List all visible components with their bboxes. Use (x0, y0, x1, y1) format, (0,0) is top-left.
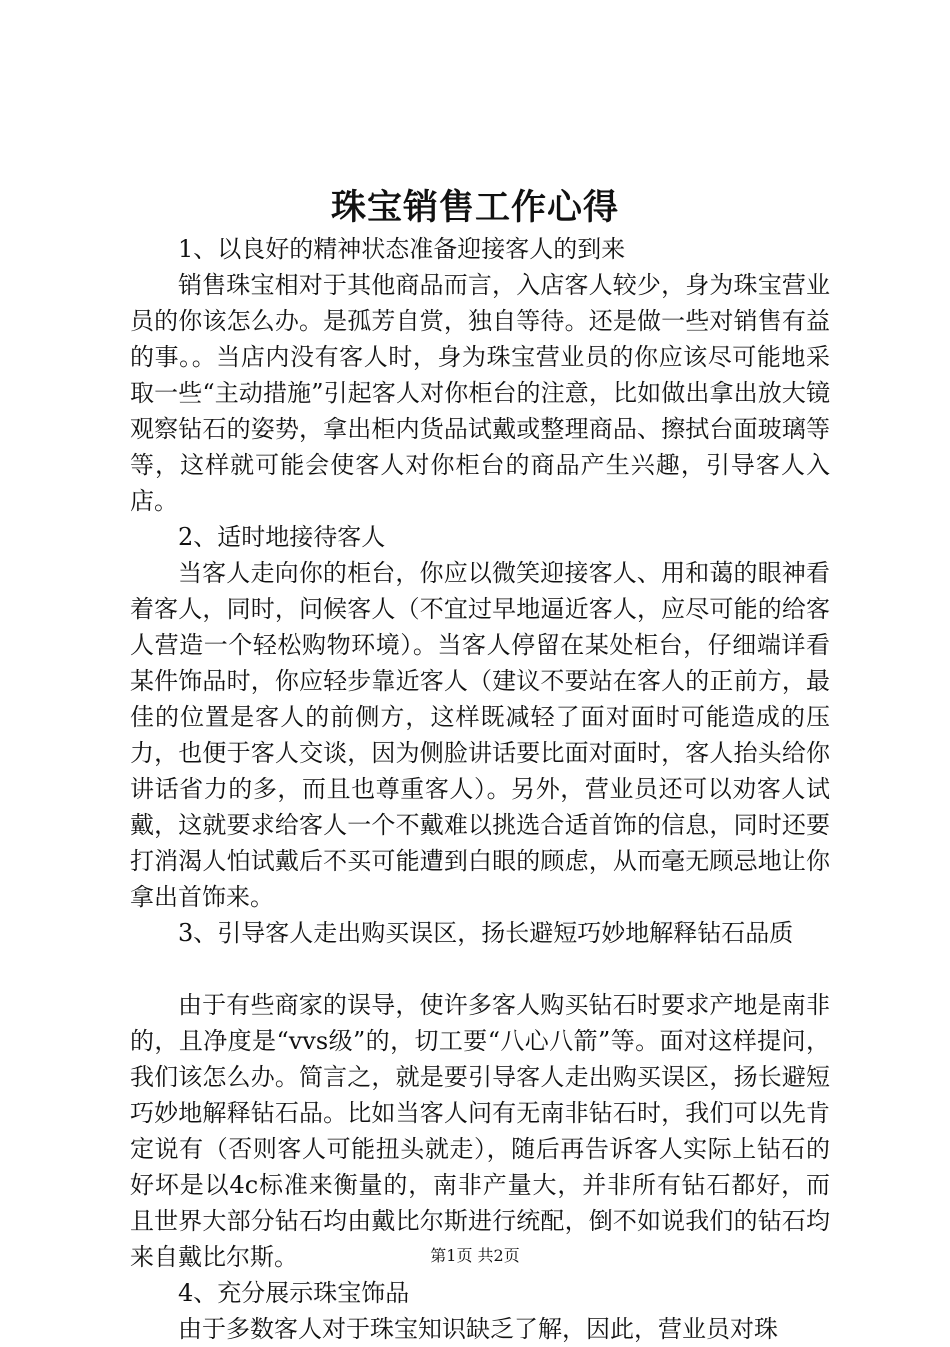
page-number-footer: 第1页 共2页 (430, 1246, 520, 1265)
body-paragraph: 由于有些商家的误导，使许多客人购买钻石时要求产地是南非的，且净度是“vvs级”的，切工要“八心八箭”等。面对这样提问，我们该怎么办。简言之，就是要引导客人走出购买误区，扬长避短巧妙地解释钻石品。比如当客人问有无南非钻石时，我们可以先肯定说有（否则客人可能扭头就走），随后再告诉客人实际上钻石的好坏是以4c标准来衡量的，南非产量大，并非所有钻石都好，而且世界大部分钻石均由戴比尔斯进行统配，倒不如说我们的钻石均来自戴比尔斯。 (130, 991, 830, 1271)
section-heading-4: 4、充分展示珠宝饰品 (178, 1279, 410, 1307)
body-paragraph: 当客人走向你的柜台，你应以微笑迎接客人、用和蔼的眼神看着客人，同时，问候客人（不宜过早地逼近客人，应尽可能的给客人营造一个轻松购物环境）。当客人停留在某处柜台，仔细端详看某件饰品时，你应轻步靠近客人（建议不要站在客人的正前方，最佳的位置是客人的前侧方，这样既减轻了面对面时可能造成的压力，也便于客人交谈，因为侧脸讲话要比面对面时，客人抬头给你讲话省力的多，而且也尊重客人）。另外，营业员还可以劝客人试戴，这就要求给客人一个不戴难以挑选合适首饰的信息，同时还要打消渴人怕试戴后不买可能遭到白眼的顾虑，从而毫无顾忌地让你拿出首饰来。 (130, 559, 830, 911)
section-heading-3: 3、引导客人走出购买误区，扬长避短巧妙地解释钻石品质 (178, 919, 794, 947)
body-paragraph: 销售珠宝相对于其他商品而言，入店客人较少，身为珠宝营业员的你该怎么办。是孤芳自赏，独自等待。还是做一些对销售有益的事。。当店内没有客人时，身为珠宝营业员的你应该尽可能地采取一些“主动措施”引起客人对你柜台的注意，比如做出拿出放大镜观察钻石的姿势，拿出柜内货品试戴或整理商品、擦拭台面玻璃等等，这样就可能会使客人对你柜台的商品产生兴趣，引导客人入店。 (130, 271, 830, 515)
body-paragraph: 由于多数客人对于珠宝知识缺乏了解，因此，营业员对珠 (178, 1315, 778, 1343)
section-heading-2: 2、适时地接待客人 (178, 523, 386, 551)
document-body (130, 231, 830, 1347)
section-heading-1: 1、以良好的精神状态准备迎接客人的到来 (178, 235, 626, 263)
document-title: 珠宝销售工作心得 (330, 187, 619, 228)
